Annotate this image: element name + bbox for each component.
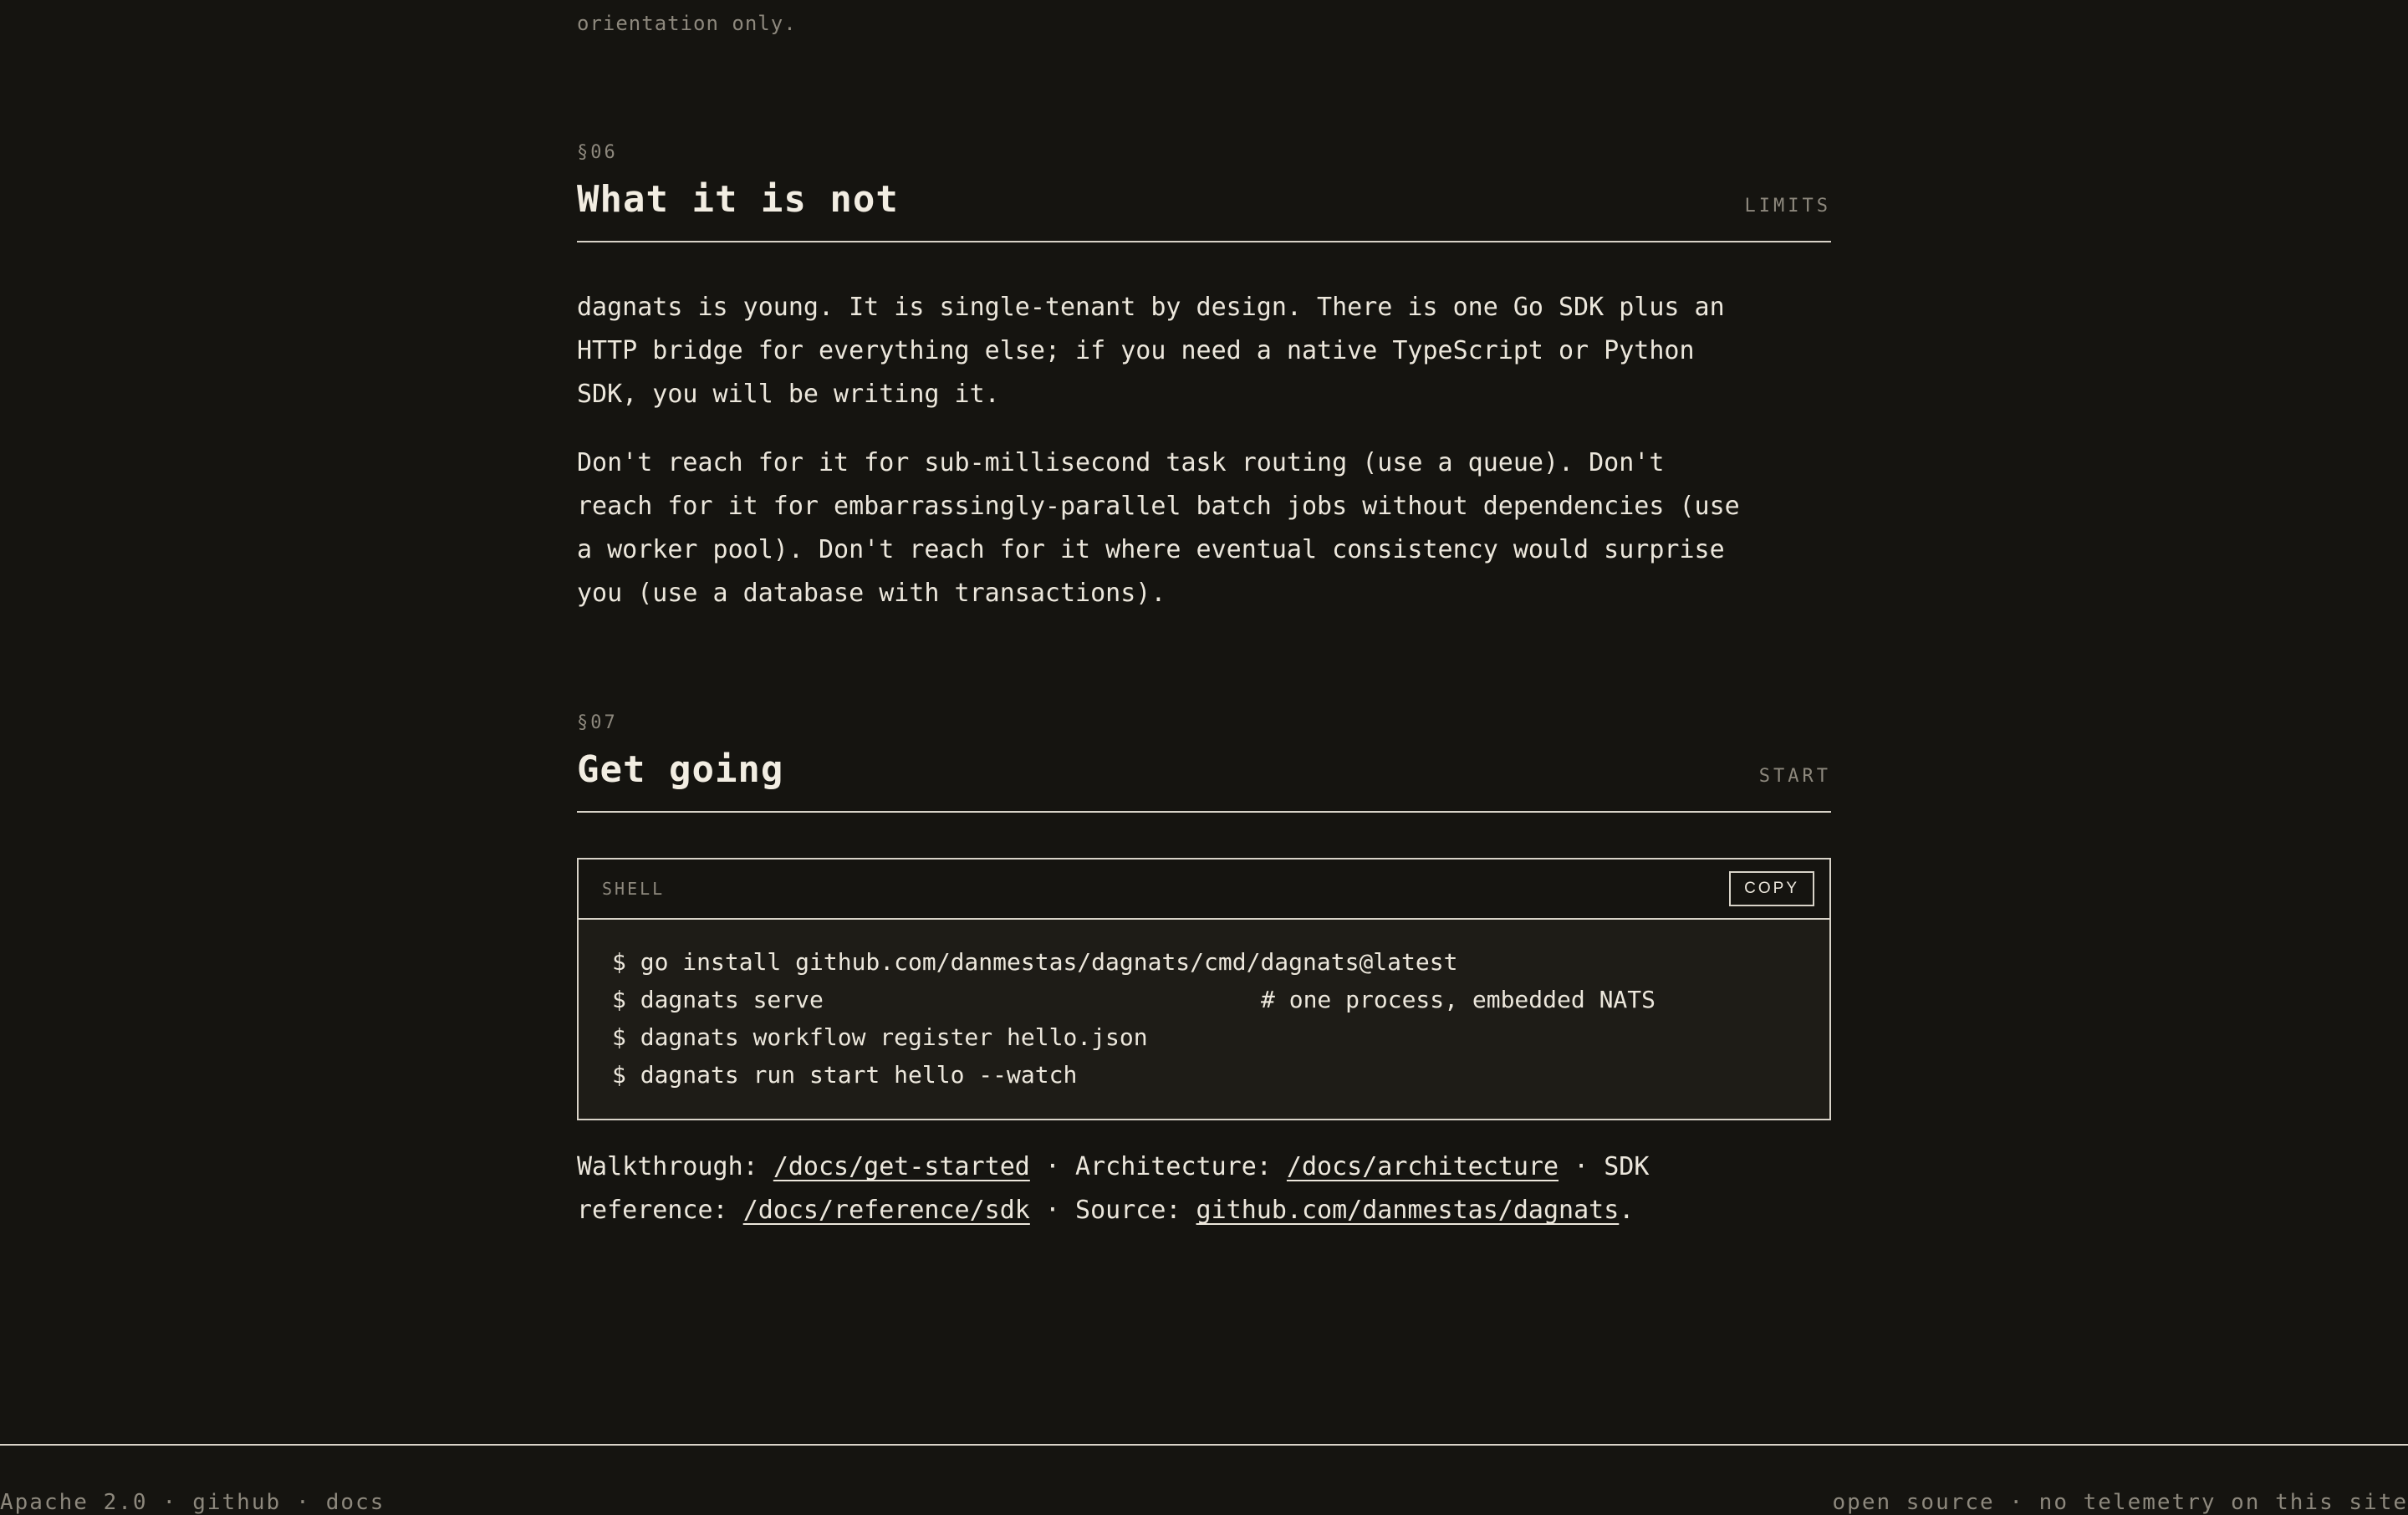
sdk-reference-label: SDK reference: bbox=[577, 1152, 1650, 1225]
code-command: $ dagnats serve bbox=[612, 986, 824, 1013]
section-what-it-is-not bbox=[577, 142, 1831, 242]
section-tag: START bbox=[1758, 766, 1831, 787]
footer-docs-link[interactable]: docs bbox=[325, 1490, 385, 1515]
code-line bbox=[612, 943, 1796, 981]
footer-separator: · bbox=[296, 1490, 311, 1515]
limits-paragraph-2: Don't reach for it for sub-millisecond task routing (use a queue). Don't reach for it for embarrassingly-parallel batch jobs without dependencies (use a worker pool). Don't reach for it where eventual consistency would surprise you (use a database with transactions). bbox=[577, 448, 1740, 608]
sdk-reference-link[interactable]: /docs/reference/sdk bbox=[742, 1196, 1030, 1225]
code-comment: # one process, embedded NATS bbox=[1261, 986, 1656, 1013]
footer-github-link[interactable]: github bbox=[192, 1490, 282, 1515]
section-tag: LIMITS bbox=[1744, 196, 1831, 217]
code-block-body bbox=[579, 920, 1829, 1119]
section-title: What it is not bbox=[577, 178, 899, 221]
link-separator: · bbox=[1044, 1196, 1060, 1225]
footer-license: Apache 2.0 bbox=[0, 1490, 148, 1515]
code-line bbox=[612, 1018, 1796, 1056]
code-command: $ dagnats run start hello --watch bbox=[612, 1061, 1078, 1089]
code-line bbox=[612, 981, 1796, 1018]
source-link[interactable]: github.com/danmestas/dagnats bbox=[1196, 1196, 1620, 1225]
link-separator: · bbox=[1044, 1152, 1060, 1181]
footer-divider bbox=[0, 1444, 2408, 1446]
docs-links-paragraph bbox=[577, 1145, 1747, 1232]
code-block bbox=[577, 858, 1831, 1120]
section-header bbox=[577, 748, 1831, 813]
section-number: §06 bbox=[577, 142, 618, 163]
footer-right: open source · no telemetry on this site bbox=[1832, 1490, 2408, 1515]
code-command: $ go install github.com/danmestas/dagnats/cmd/dagnats@latest bbox=[612, 948, 1458, 976]
code-line bbox=[612, 1056, 1796, 1094]
get-started-link[interactable]: /docs/get-started bbox=[773, 1152, 1030, 1181]
section-header bbox=[577, 178, 1831, 242]
architecture-link[interactable]: /docs/architecture bbox=[1286, 1152, 1559, 1181]
source-label: Source: bbox=[1075, 1196, 1181, 1225]
architecture-label: Architecture: bbox=[1075, 1152, 1272, 1181]
sentence-end: . bbox=[1619, 1196, 1635, 1225]
limits-paragraph-1: dagnats is young. It is single-tenant by design. There is one Go SDK plus an HTTP bridge for everything else; if you need a native TypeScript or Python SDK, you will be writing it. bbox=[577, 293, 1725, 409]
footer-separator: · bbox=[162, 1490, 178, 1515]
section-number: §07 bbox=[577, 712, 618, 733]
link-separator: · bbox=[1574, 1152, 1589, 1181]
code-block-header bbox=[579, 860, 1829, 920]
section-get-going bbox=[577, 712, 1831, 813]
code-language-label: SHELL bbox=[602, 879, 666, 899]
previous-section-text: orientation only. bbox=[577, 12, 797, 35]
section-title: Get going bbox=[577, 748, 784, 791]
walkthrough-label: Walkthrough: bbox=[577, 1152, 758, 1181]
footer-left bbox=[0, 1490, 385, 1515]
copy-button[interactable]: COPY bbox=[1729, 871, 1814, 906]
code-command: $ dagnats workflow register hello.json bbox=[612, 1023, 1148, 1051]
